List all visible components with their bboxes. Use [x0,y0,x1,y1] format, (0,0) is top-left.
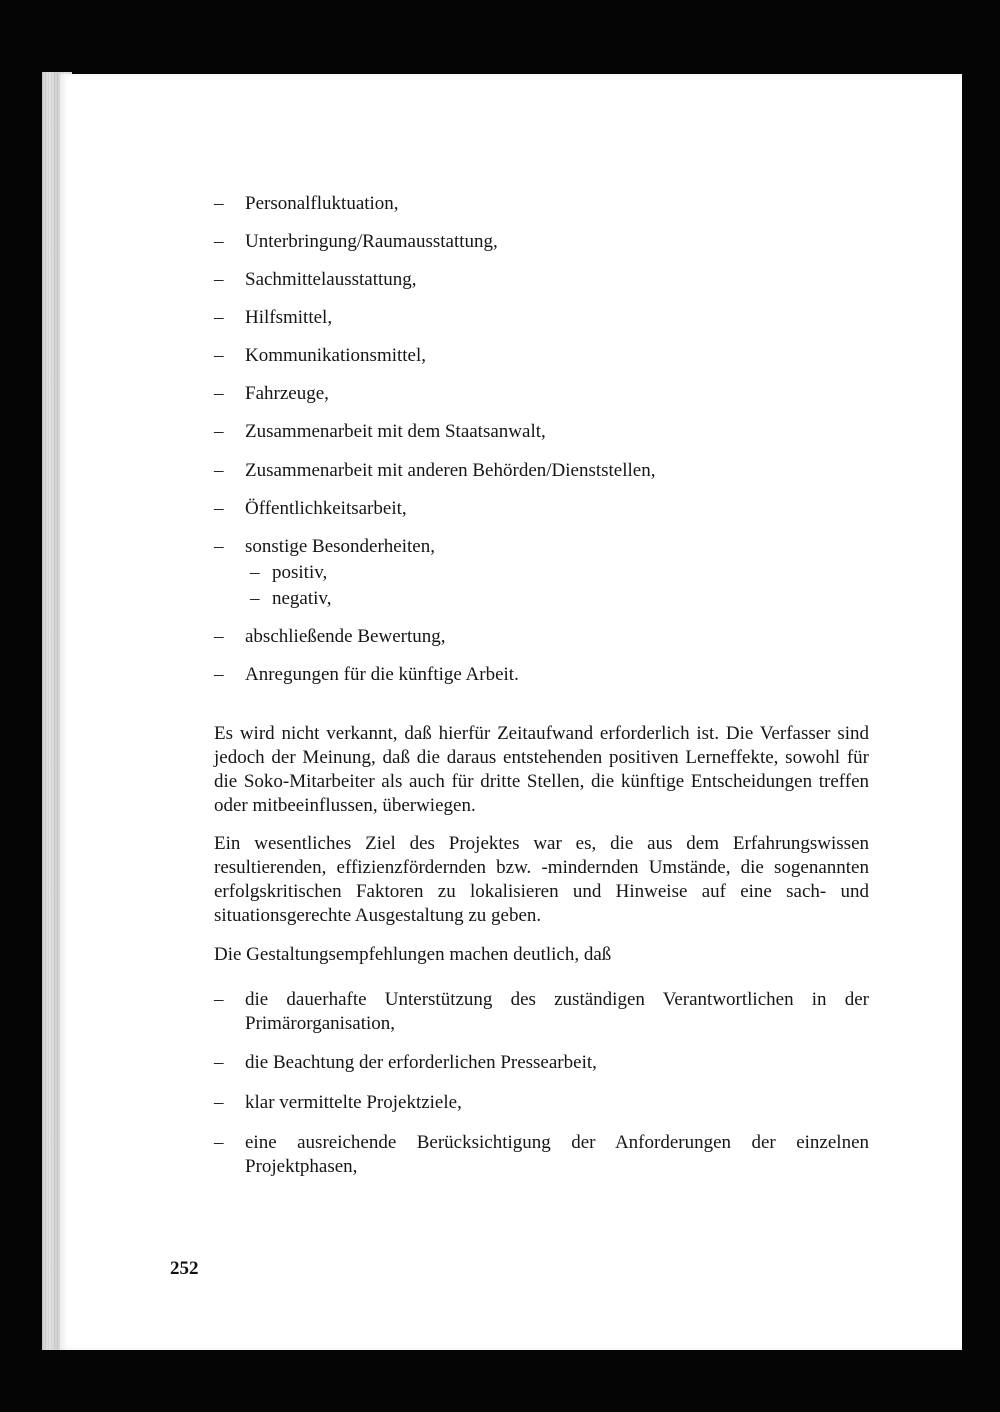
list-item-text: abschließende Bewertung, [245,626,446,647]
list-item-text: klar vermittelte Projektziele, [245,1092,462,1113]
dash-bullet: – [214,989,224,1010]
dash-bullet: – [214,345,224,366]
list-item-text: Zusammenarbeit mit dem Staatsanwalt, [245,421,546,442]
dash-bullet: – [250,588,260,609]
scan-border [962,72,1000,1350]
list-item-text: die dauerhafte Unterstützung des zuständigen Verantwortlichen in der Primärorganisation, [245,989,869,1034]
list-item-text: Zusammenarbeit mit anderen Behörden/Dienststellen, [245,460,656,481]
dash-bullet: – [214,383,224,404]
dash-bullet: – [214,193,224,214]
dash-bullet: – [250,562,260,583]
dash-bullet: – [214,536,224,557]
dash-bullet: – [214,1132,224,1153]
list-item-text: Anregungen für die künftige Arbeit. [245,664,519,685]
list-item-text: Kommunikationsmittel, [245,345,427,366]
dash-bullet: – [214,1092,224,1113]
list-item-text: eine ausreichende Berücksichtigung der Anforderungen der einzelnen Projektphasen, [245,1132,869,1177]
dash-bullet: – [214,626,224,647]
dash-bullet: – [214,231,224,252]
list-item-text: Unterbringung/Raumausstattung, [245,231,498,252]
paragraph: Ein wesentliches Ziel des Projektes war es, die aus dem Erfahrungswissen resultierenden, effizienzfördernden bzw. -mindernden Umstände, die sogenannten erfolgskritischen Faktoren zu lokalisieren und Hinweise auf eine sach- und situationsgerechte Ausgestaltung zu geben. [214,833,869,926]
dash-bullet: – [214,460,224,481]
dash-bullet: – [214,498,224,519]
list-item-text: Hilfsmittel, [245,307,333,328]
list-item-text: Öffentlichkeitsarbeit, [245,498,407,519]
sub-list-item-text: positiv, [272,562,328,583]
dash-bullet: – [214,307,224,328]
list-item-text: Personalfluktuation, [245,193,399,214]
list-item-text: Sachmittelausstattung, [245,269,417,290]
dash-bullet: – [214,1052,224,1073]
paragraph: Es wird nicht verkannt, daß hierfür Zeitaufwand erforderlich ist. Die Verfasser sind jedoch der Meinung, daß die daraus entstehenden positiven Lerneffekte, sowohl für die Soko-Mitarbeiter als auch für dritte Stellen, die künftige Entscheidungen treffen oder mitbeeinflussen, überwiegen. [214,723,869,816]
paragraph: Die Gestaltungsempfehlungen machen deutlich, daß [214,944,612,965]
list-item-text: die Beachtung der erforderlichen Pressearbeit, [245,1052,597,1073]
list-item-text: Fahrzeuge, [245,383,329,404]
dash-bullet: – [214,664,224,685]
book-page [60,74,965,1350]
dash-bullet: – [214,421,224,442]
list-item-text: sonstige Besonderheiten, [245,536,435,557]
dash-bullet: – [214,269,224,290]
page-number: 252 [170,1258,199,1279]
sub-list-item-text: negativ, [272,588,332,609]
